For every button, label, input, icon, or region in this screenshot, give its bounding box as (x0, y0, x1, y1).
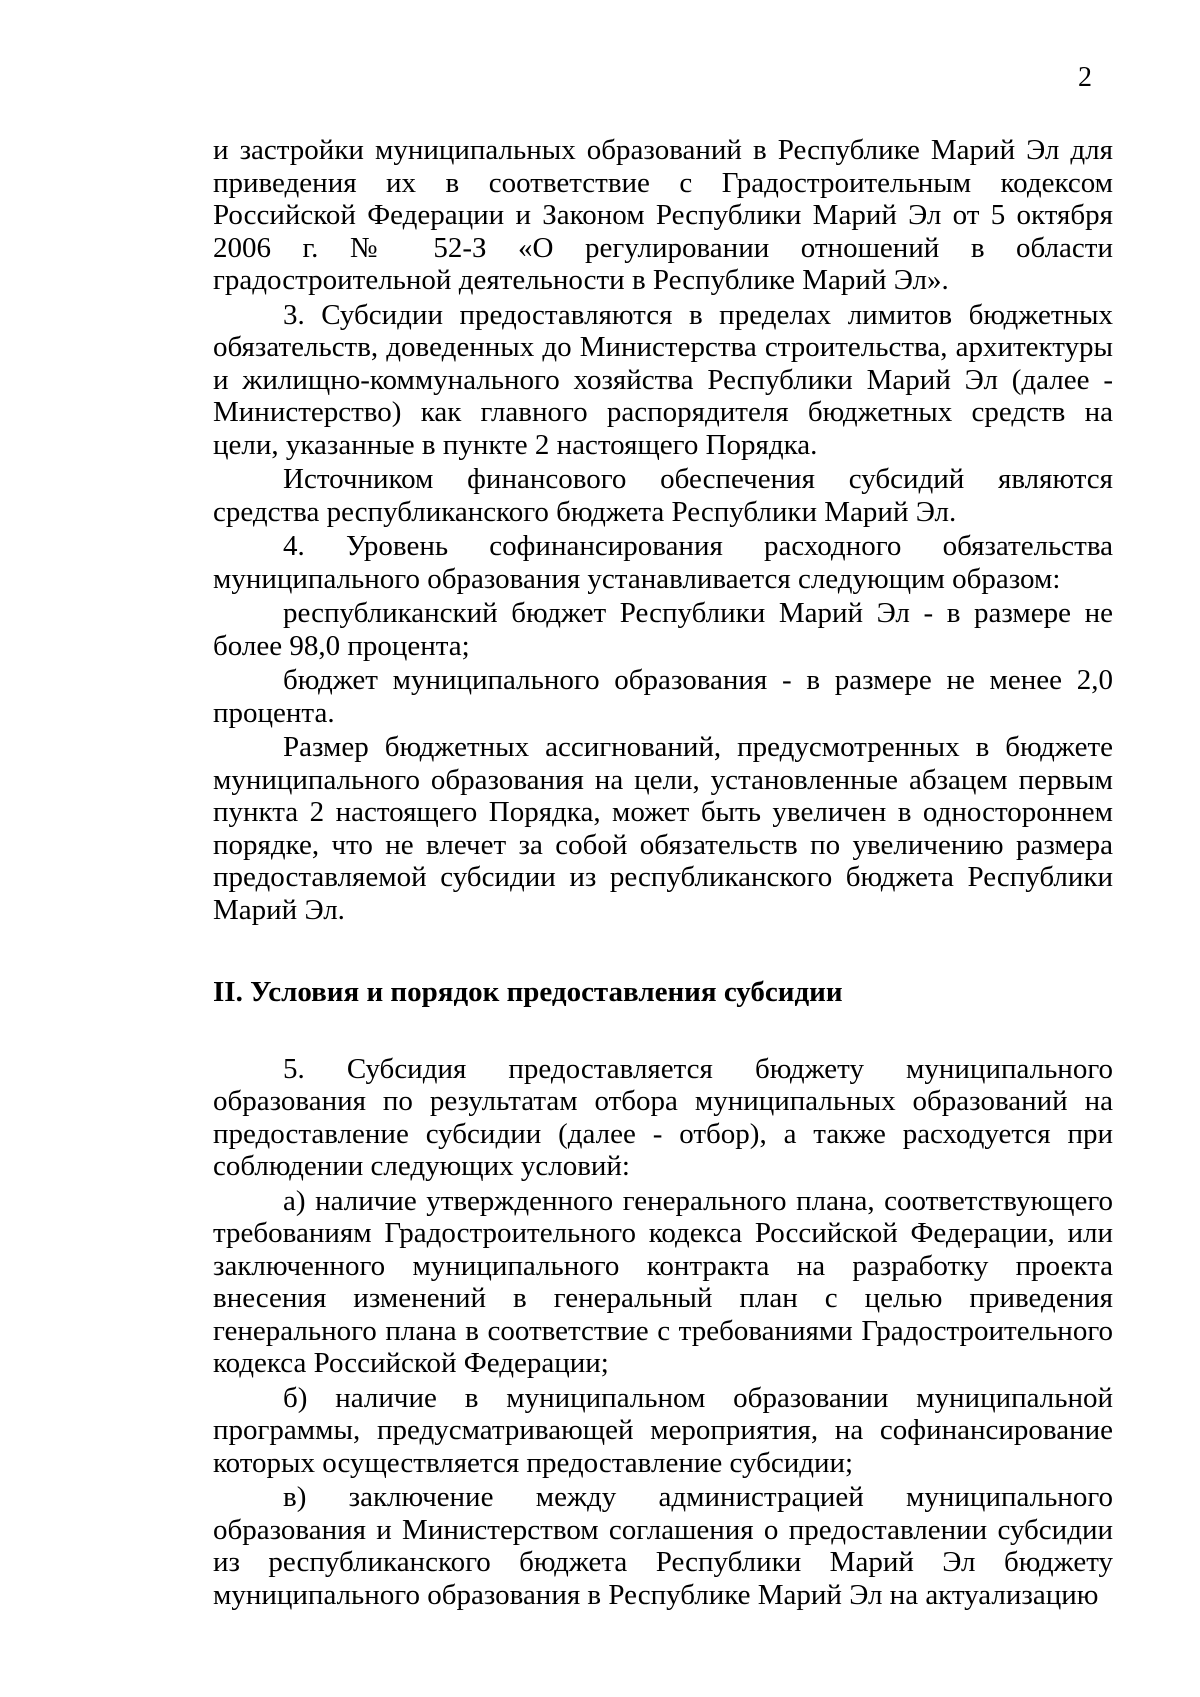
paragraph-condition-a: а) наличие утвержденного генерального плана, соответствующего требованиям Градостроительного кодекса Российской Федерации, или заключенного муниципального контракта на разработку проекта внесения изменений в генеральный план с целью приведения генерального плана в соответствие с требованиями Градостроительного кодекса Российской Федерации; (213, 1184, 1113, 1379)
paragraph-funding-source: Источником финансового обеспечения субсидий являются средства республиканского бюджета Республики Марий Эл. (213, 463, 1113, 528)
paragraph-budget-allocations: Размер бюджетных ассигнований, предусмотренных в бюджете муниципального образования на цели, установленные абзацем первым пункта 2 настоящего Порядка, может быть увеличен в одностороннем порядке, что не влечет за собой обязательств по увеличению размера предоставляемой субсидии из республиканского бюджета Республики Марий Эл. (213, 731, 1113, 926)
paragraph-republic-budget-share: республиканский бюджет Республики Марий Эл - в размере не более 98,0 процента; (213, 597, 1113, 662)
paragraph-municipal-budget-share: бюджет муниципального образования - в размере не менее 2,0 процента. (213, 664, 1113, 729)
intro-paragraph: и застройки муниципальных образований в Республике Марий Эл для приведения их в соответствие с Градостроительным кодексом Российской Федерации и Законом Республики Марий Эл от 5 октября 2006 г. № 52-З «О регулировании отношений в области градостроительной деятельности в Республике Марий Эл». (213, 134, 1113, 296)
paragraph-condition-v: в) заключение между администрацией муниципального образования и Министерством соглашения о предоставлении субсидии из республиканского бюджета Республики Марий Эл бюджету муниципального образования в Республике Марий Эл на актуализацию (213, 1481, 1113, 1611)
document-body (213, 134, 1113, 1611)
paragraph-3-subsidies-limits: 3. Субсидии предоставляются в пределах лимитов бюджетных обязательств, доведенных до Министерства строительства, архитектуры и жилищно-коммунального хозяйства Республики Марий Эл (далее - Министерство) как главного распорядителя бюджетных средств на цели, указанные в пункте 2 настоящего Порядка. (213, 298, 1113, 461)
section-heading: II. Условия и порядок предоставления субсидии (213, 976, 843, 1008)
paragraph-5-subsidy-conditions: 5. Субсидия предоставляется бюджету муниципального образования по результатам отбора муниципальных образований на предоставление субсидии (далее - отбор), а также расходуется при соблюдении следующих условий: (213, 1052, 1113, 1182)
paragraph-4-cofinancing-level: 4. Уровень софинансирования расходного обязательства муниципального образования устанавливается следующим образом: (213, 530, 1113, 595)
page-number: 2 (1078, 62, 1092, 93)
paragraph-condition-b: б) наличие в муниципальном образовании муниципальной программы, предусматривающей мероприятия, на софинансирование которых осуществляется предоставление субсидии; (213, 1381, 1113, 1479)
